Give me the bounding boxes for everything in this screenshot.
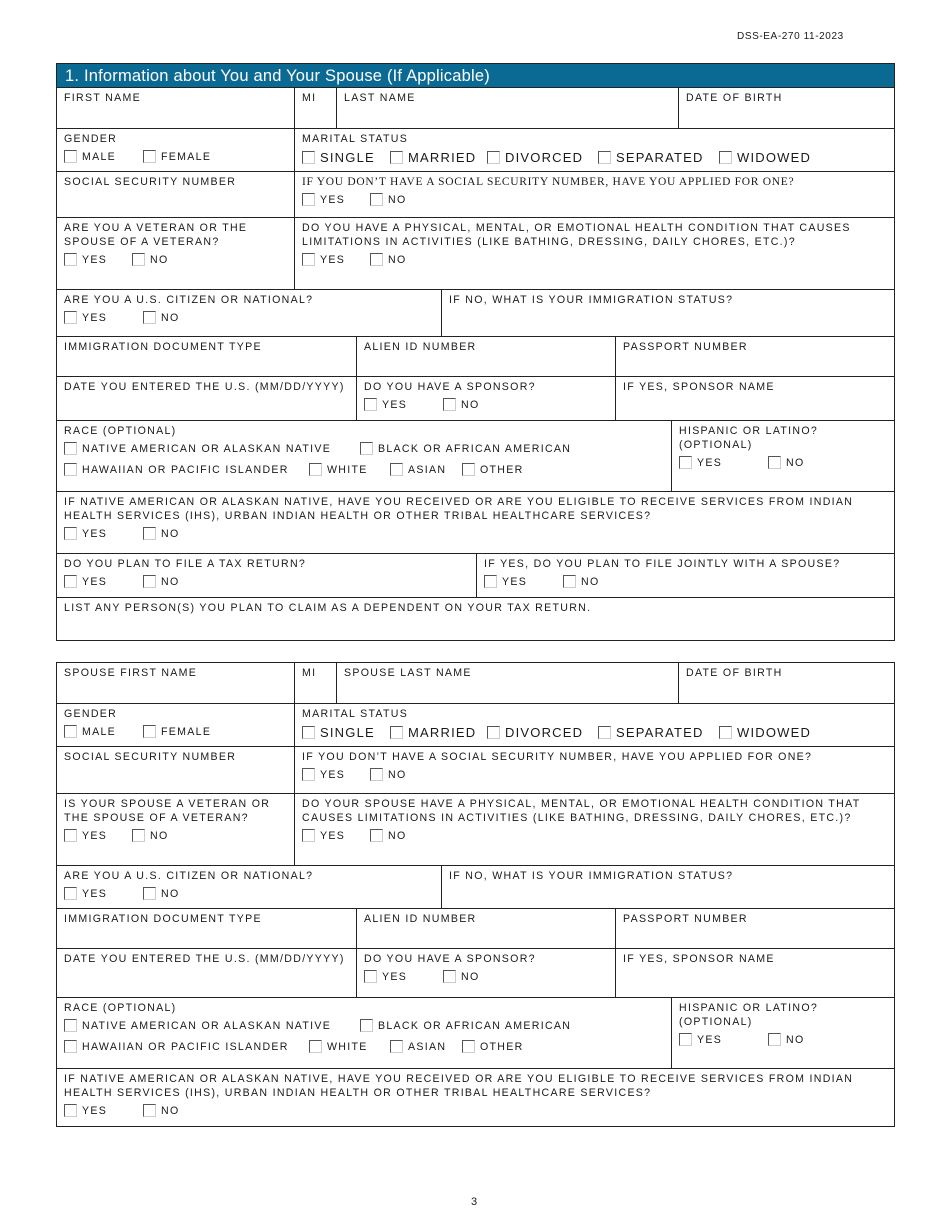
no-option[interactable]: NO [143, 575, 180, 588]
spouse-hispanic-group: HISPANIC OR LATINO? (OPTIONAL) YES NO [671, 998, 894, 1068]
checkbox[interactable] [370, 253, 383, 266]
marital-married-option[interactable]: MARRIED [390, 150, 487, 165]
citizen-group: ARE YOU A U.S. CITIZEN OR NATIONAL? YES NO [64, 294, 314, 324]
checkbox[interactable] [487, 151, 500, 164]
marital-divorced-option[interactable]: DIVORCED [487, 725, 598, 740]
spouse-date-entered-field[interactable]: DATE YOU ENTERED THE U.S. (MM/DD/YYYY) [64, 953, 345, 965]
dob-field[interactable]: DATE OF BIRTH [678, 88, 894, 128]
checkbox[interactable] [719, 151, 732, 164]
checkbox[interactable] [132, 829, 145, 842]
marital-separated-option[interactable]: SEPARATED [598, 150, 719, 165]
checkbox[interactable] [484, 575, 497, 588]
immigration-doc-type-field[interactable]: IMMIGRATION DOCUMENT TYPE [64, 341, 262, 353]
checkbox[interactable] [64, 1019, 77, 1032]
first-name-field[interactable]: FIRST NAME [64, 92, 141, 104]
spouse-sponsor-name-field[interactable]: IF YES, SPONSOR NAME [615, 949, 894, 997]
race-asian-option[interactable]: ASIAN [390, 1040, 462, 1053]
ssn-field[interactable]: SOCIAL SECURITY NUMBER [64, 176, 237, 188]
checkbox[interactable] [364, 970, 377, 983]
form-id: DSS-EA-270 11-2023 [737, 31, 844, 42]
race-asian-option[interactable]: ASIAN [390, 463, 462, 476]
checkbox[interactable] [64, 725, 77, 738]
file-jointly-group: IF YES, DO YOU PLAN TO FILE JOINTLY WITH A SPOUSE? YES NO [476, 554, 894, 597]
race-hawaiian-option[interactable]: HAWAIIAN OR PACIFIC ISLANDER [64, 1040, 309, 1053]
checkbox[interactable] [64, 887, 77, 900]
spouse-immigration-doc-type-field[interactable]: IMMIGRATION DOCUMENT TYPE [64, 913, 262, 925]
spouse-ihs-group: IF NATIVE AMERICAN OR ALASKAN NATIVE, HAVE YOU RECEIVED OR ARE YOU ELIGIBLE TO RECEIVE SERVICES FROM INDIAN HEALTH SERVICES (IHS), URBAN INDIAN HEALTH OR OTHER TRIBAL HEALTHCARE SERVICES? YES NO [64, 1073, 854, 1117]
tax-return-group: DO YOU PLAN TO FILE A TAX RETURN? YES NO [64, 558, 307, 588]
checkbox[interactable] [302, 151, 315, 164]
yes-option[interactable]: YES [302, 768, 370, 781]
yes-option[interactable]: YES [302, 829, 370, 842]
race-group: RACE (OPTIONAL) NATIVE AMERICAN OR ALASKAN NATIVE BLACK OR AFRICAN AMERICAN HAWAIIAN OR PACIFIC ISLANDER WHITE ASIAN OTHER [64, 425, 572, 476]
yes-option[interactable]: YES [364, 398, 443, 411]
yes-option[interactable]: YES [64, 829, 132, 842]
checkbox[interactable] [64, 1040, 77, 1053]
no-option[interactable]: NO [443, 970, 480, 983]
no-option[interactable]: NO [370, 768, 407, 781]
spouse-health-condition-group: DO YOUR SPOUSE HAVE A PHYSICAL, MENTAL, OR EMOTIONAL HEALTH CONDITION THAT CAUSES LIMITATIONS IN ACTIVITIES (LIKE BATHING, DRESSING, DAILY CHORES, ETC.)? YES NO [294, 794, 894, 865]
marital-status-group: MARITAL STATUS SINGLE MARRIED DIVORCED SEPARATED WIDOWED [294, 129, 894, 171]
checkbox[interactable] [64, 527, 77, 540]
spouse-sponsor-group: DO YOU HAVE A SPONSOR? YES NO [356, 949, 615, 997]
gender-male-option[interactable]: MALE [64, 150, 143, 163]
checkbox[interactable] [64, 1104, 77, 1117]
race-black-option[interactable]: BLACK OR AFRICAN AMERICAN [360, 1019, 571, 1032]
spouse-dob-field[interactable]: DATE OF BIRTH [678, 663, 894, 703]
checkbox[interactable] [143, 725, 156, 738]
yes-option[interactable]: YES [64, 253, 132, 266]
spouse-ssn-field[interactable]: SOCIAL SECURITY NUMBER [64, 751, 237, 763]
yes-option[interactable]: YES [364, 970, 443, 983]
spouse-last-name-field[interactable]: SPOUSE LAST NAME [336, 663, 678, 703]
marital-married-option[interactable]: MARRIED [390, 725, 487, 740]
no-option[interactable]: NO [443, 398, 480, 411]
marital-single-option[interactable]: SINGLE [302, 150, 390, 165]
checkbox[interactable] [370, 768, 383, 781]
race-native-american-option[interactable]: NATIVE AMERICAN OR ALASKAN NATIVE [64, 442, 360, 455]
checkbox[interactable] [143, 575, 156, 588]
checkbox[interactable] [143, 311, 156, 324]
checkbox[interactable] [302, 829, 315, 842]
race-other-option[interactable]: OTHER [462, 463, 524, 476]
race-white-option[interactable]: WHITE [309, 463, 390, 476]
immigration-status-field[interactable]: IF NO, WHAT IS YOUR IMMIGRATION STATUS? [441, 290, 894, 336]
checkbox[interactable] [64, 311, 77, 324]
page-number: 3 [471, 1196, 478, 1208]
checkbox[interactable] [143, 887, 156, 900]
race-native-american-option[interactable]: NATIVE AMERICAN OR ALASKAN NATIVE [64, 1019, 360, 1032]
checkbox[interactable] [390, 1040, 403, 1053]
checkbox[interactable] [598, 726, 611, 739]
checkbox[interactable] [143, 1104, 156, 1117]
yes-option[interactable]: YES [64, 311, 143, 324]
checkbox[interactable] [302, 768, 315, 781]
yes-option[interactable]: YES [484, 575, 563, 588]
no-option[interactable]: NO [143, 527, 180, 540]
no-option[interactable]: NO [143, 1104, 180, 1117]
checkbox[interactable] [309, 1040, 322, 1053]
gender-male-option[interactable]: MALE [64, 725, 143, 738]
marital-divorced-option[interactable]: DIVORCED [487, 150, 598, 165]
no-option[interactable]: NO [143, 887, 180, 900]
checkbox[interactable] [360, 1019, 373, 1032]
checkbox[interactable] [390, 726, 403, 739]
checkbox[interactable] [64, 253, 77, 266]
race-black-option[interactable]: BLACK OR AFRICAN AMERICAN [360, 442, 571, 455]
sponsor-name-field[interactable]: IF YES, SPONSOR NAME [615, 377, 894, 420]
health-condition-group: DO YOU HAVE A PHYSICAL, MENTAL, OR EMOTIONAL HEALTH CONDITION THAT CAUSES LIMITATIONS IN ACTIVITIES (LIKE BATHING, DRESSING, DAILY CHORES, ETC.)? YES NO [294, 218, 894, 289]
checkbox[interactable] [302, 726, 315, 739]
yes-option[interactable]: YES [302, 253, 370, 266]
gender-female-option[interactable]: FEMALE [143, 150, 211, 163]
checkbox[interactable] [309, 463, 322, 476]
passport-number-field[interactable]: PASSPORT NUMBER [615, 337, 894, 376]
dependents-field[interactable]: LIST ANY PERSON(S) YOU PLAN TO CLAIM AS A DEPENDENT ON YOUR TAX RETURN. [64, 602, 592, 614]
alien-id-field[interactable]: ALIEN ID NUMBER [356, 337, 615, 376]
checkbox[interactable] [390, 463, 403, 476]
marital-separated-option[interactable]: SEPARATED [598, 725, 719, 740]
no-option[interactable]: NO [132, 829, 169, 842]
yes-option[interactable]: YES [679, 456, 768, 469]
spouse-gender-group: GENDER MALE FEMALE [64, 708, 212, 738]
yes-option[interactable]: YES [64, 1104, 143, 1117]
applicant-section [56, 63, 895, 641]
checkbox[interactable] [462, 463, 475, 476]
last-name-field[interactable]: LAST NAME [336, 88, 678, 128]
gender-female-option[interactable]: FEMALE [143, 725, 211, 738]
date-entered-field[interactable]: DATE YOU ENTERED THE U.S. (MM/DD/YYYY) [64, 381, 345, 393]
spouse-alien-id-field[interactable]: ALIEN ID NUMBER [356, 909, 615, 948]
no-option[interactable]: NO [563, 575, 600, 588]
checkbox[interactable] [679, 1033, 692, 1046]
checkbox[interactable] [370, 829, 383, 842]
checkbox[interactable] [370, 193, 383, 206]
checkbox[interactable] [390, 151, 403, 164]
checkbox[interactable] [364, 398, 377, 411]
checkbox[interactable] [64, 463, 77, 476]
checkbox[interactable] [598, 151, 611, 164]
spouse-ssn-applied-group: IF YOU DON’T HAVE A SOCIAL SECURITY NUMBER, HAVE YOU APPLIED FOR ONE? YES NO [294, 747, 894, 793]
checkbox[interactable] [143, 527, 156, 540]
race-hawaiian-option[interactable]: HAWAIIAN OR PACIFIC ISLANDER [64, 463, 309, 476]
spouse-immigration-status-field[interactable]: IF NO, WHAT IS YOUR IMMIGRATION STATUS? [441, 866, 894, 908]
checkbox[interactable] [64, 150, 77, 163]
checkbox[interactable] [132, 253, 145, 266]
spouse-citizen-group: ARE YOU A U.S. CITIZEN OR NATIONAL? YES NO [64, 870, 314, 900]
checkbox[interactable] [443, 970, 456, 983]
mi-field[interactable]: MI [294, 88, 336, 128]
marital-single-option[interactable]: SINGLE [302, 725, 390, 740]
checkbox[interactable] [768, 456, 781, 469]
hispanic-group: HISPANIC OR LATINO? (OPTIONAL) YES NO [671, 421, 894, 491]
marital-widowed-option[interactable]: WIDOWED [719, 725, 811, 740]
no-option[interactable]: NO [768, 456, 805, 469]
yes-option[interactable]: YES [302, 193, 370, 206]
no-option[interactable]: NO [370, 253, 407, 266]
no-option[interactable]: NO [370, 193, 407, 206]
spouse-veteran-group: IS YOUR SPOUSE A VETERAN OR THE SPOUSE OF A VETERAN? YES NO [64, 798, 271, 842]
no-option[interactable]: NO [768, 1033, 805, 1046]
checkbox[interactable] [487, 726, 500, 739]
gender-group: GENDER MALE FEMALE [64, 133, 212, 163]
spouse-first-name-field[interactable]: SPOUSE FIRST NAME [64, 667, 198, 679]
yes-option[interactable]: YES [64, 887, 143, 900]
no-option[interactable]: NO [132, 253, 169, 266]
section-title: 1. Information about You and Your Spouse (If Applicable) [57, 64, 894, 88]
spouse-race-group: RACE (OPTIONAL) NATIVE AMERICAN OR ALASKAN NATIVE BLACK OR AFRICAN AMERICAN HAWAIIAN OR PACIFIC ISLANDER WHITE ASIAN OTHER [64, 1002, 572, 1053]
race-other-option[interactable]: OTHER [462, 1040, 524, 1053]
checkbox[interactable] [302, 253, 315, 266]
sponsor-group: DO YOU HAVE A SPONSOR? YES NO [356, 377, 615, 420]
ssn-applied-group: IF YOU DON’T HAVE A SOCIAL SECURITY NUMBER, HAVE YOU APPLIED FOR ONE? YES NO [294, 172, 894, 217]
checkbox[interactable] [143, 150, 156, 163]
checkbox[interactable] [64, 829, 77, 842]
veteran-group: ARE YOU A VETERAN OR THE SPOUSE OF A VETERAN? YES NO [64, 222, 248, 266]
yes-option[interactable]: YES [64, 527, 143, 540]
spouse-marital-status-group: MARITAL STATUS SINGLE MARRIED DIVORCED SEPARATED WIDOWED [294, 704, 894, 746]
spouse-section [56, 662, 895, 1127]
checkbox[interactable] [360, 442, 373, 455]
spouse-passport-number-field[interactable]: PASSPORT NUMBER [615, 909, 894, 948]
checkbox[interactable] [302, 193, 315, 206]
yes-option[interactable]: YES [679, 1033, 768, 1046]
yes-option[interactable]: YES [64, 575, 143, 588]
marital-widowed-option[interactable]: WIDOWED [719, 150, 811, 165]
no-option[interactable]: NO [143, 311, 180, 324]
checkbox[interactable] [679, 456, 692, 469]
checkbox[interactable] [64, 442, 77, 455]
no-option[interactable]: NO [370, 829, 407, 842]
race-white-option[interactable]: WHITE [309, 1040, 390, 1053]
checkbox[interactable] [462, 1040, 475, 1053]
spouse-mi-field[interactable]: MI [294, 663, 336, 703]
ihs-group: IF NATIVE AMERICAN OR ALASKAN NATIVE, HAVE YOU RECEIVED OR ARE YOU ELIGIBLE TO RECEIVE SERVICES FROM INDIAN HEALTH SERVICES (IHS), URBAN INDIAN HEALTH OR OTHER TRIBAL HEALTHCARE SERVICES? YES NO [64, 496, 854, 540]
checkbox[interactable] [719, 726, 732, 739]
checkbox[interactable] [443, 398, 456, 411]
checkbox[interactable] [768, 1033, 781, 1046]
checkbox[interactable] [563, 575, 576, 588]
checkbox[interactable] [64, 575, 77, 588]
